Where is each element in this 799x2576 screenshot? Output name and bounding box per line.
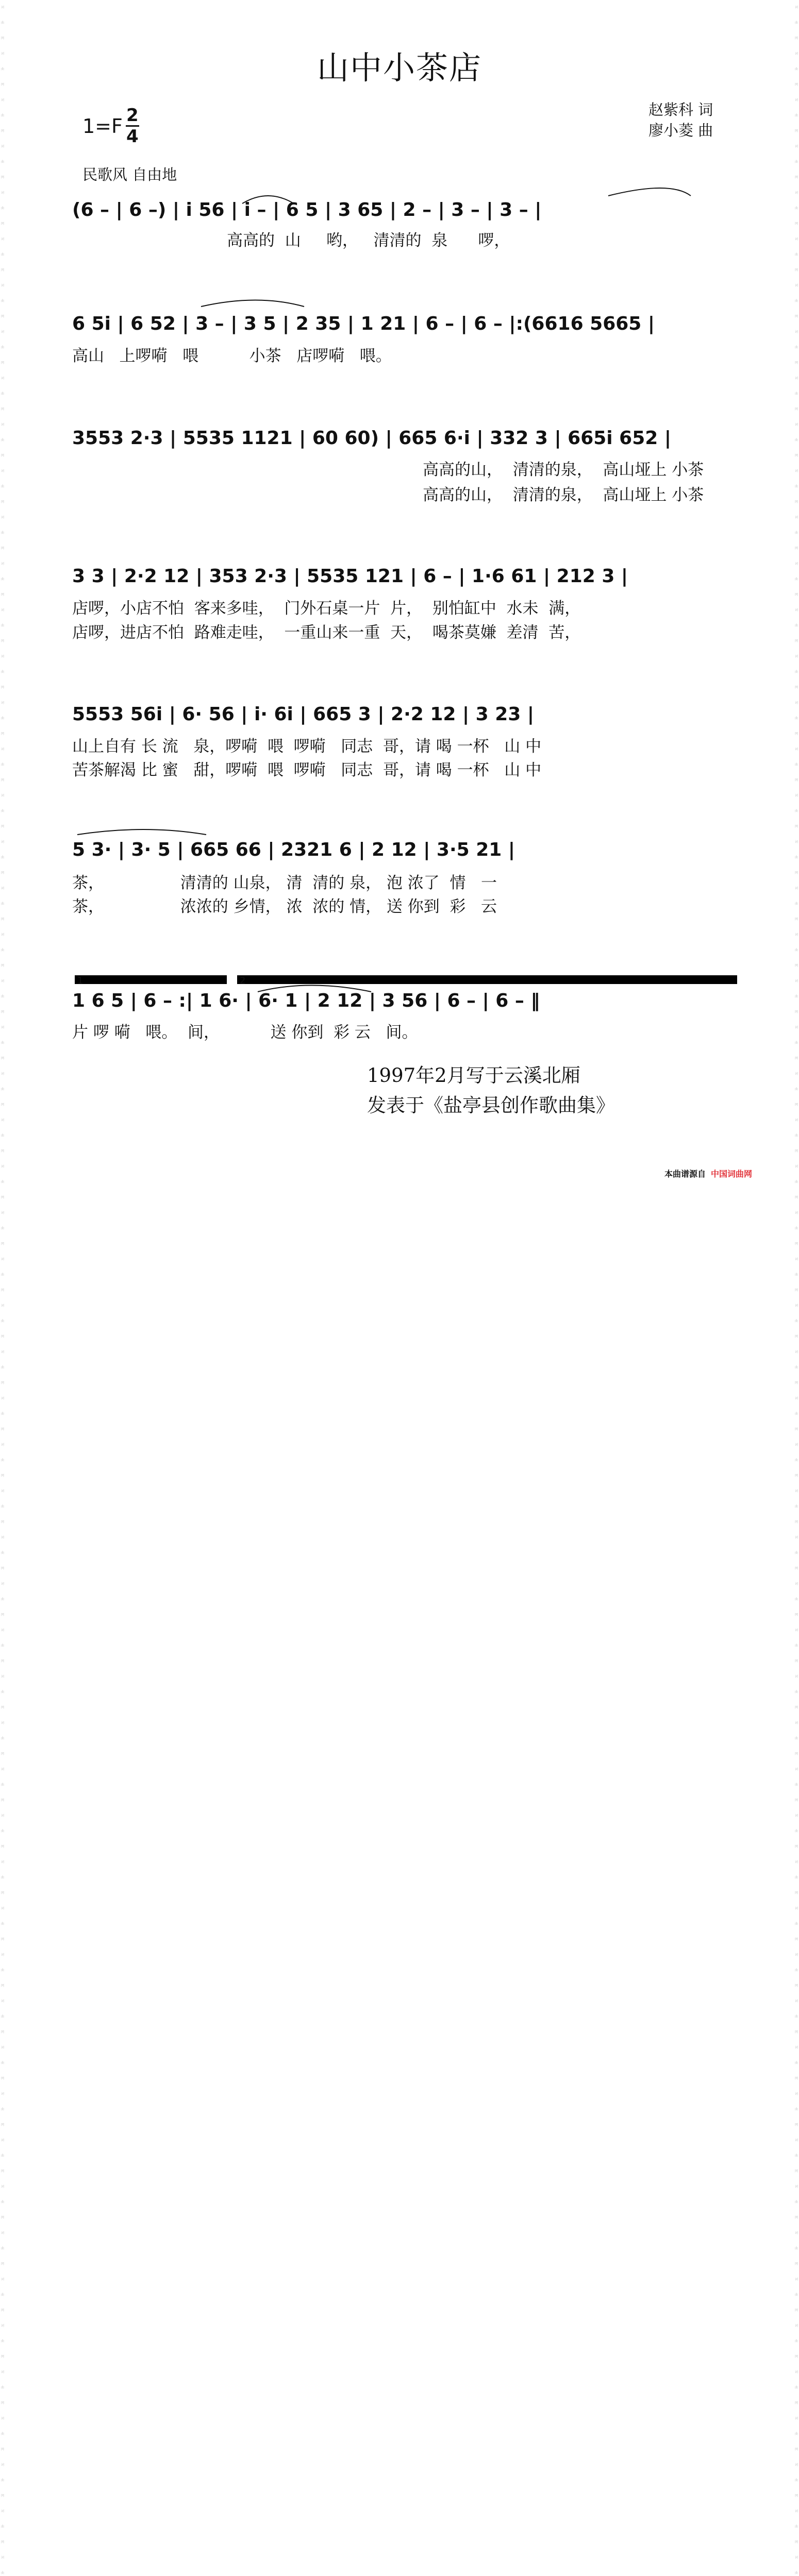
composition-note: 1997年2月写于云溪北厢 [367, 1064, 580, 1087]
lyric-line: 片 啰 嗬 喂。 间， 送 你到 彩 云 间。 [72, 1023, 418, 1042]
lyric-line-verse-1: 茶， 清清的 山泉， 清 清的 泉， 泡 浓了 情 一 [72, 874, 497, 892]
slur [201, 300, 304, 307]
lyric-line: 高高的 山 哟， 清清的 泉 啰， [227, 231, 510, 250]
lyric-line-verse-1: 高高的山， 清清的泉， 高山垭上 小茶 [423, 461, 704, 479]
notation-line: 3 3 | 2·2 12 | 353 2·3 | 5535 121 | 6 – | 1·6 61 | 212 3 | [72, 566, 628, 587]
notation-line: 1 6 5 | 6 – :| 1 6· | 6· 1 | 2 12 | 3 56 | 6 – | 6 – ‖ [72, 990, 540, 1011]
publication-note: 发表于《盐亭县创作歌曲集》 [367, 1094, 615, 1116]
lyric-line-verse-2: 店啰，进店不怕 路难走哇， 一重山来一重 天， 喝茶莫嫌 差清 苦， [72, 623, 581, 642]
volta-2-label: 2 [240, 975, 246, 986]
left-watermark-strip: 词曲网 词曲网 词曲网 词曲网 词曲网 词曲网 词曲网 词曲网 词曲网 词曲网 词曲网 词曲网 词曲网 词曲网 词曲网 词曲网 词曲网 词曲网 词曲网 词曲网 词曲网 词曲网 词曲网 词曲网 词曲网 词曲网 词曲网 词曲网 词曲网 词曲网 词曲网 词曲网 词曲网 词曲网 词曲网 词曲网 词曲网 词曲网 词曲网 词曲网 词曲网 词曲网 词曲网 词曲网 词曲网 词曲网 词曲网 词曲网 词曲网 词曲网 词曲网 词曲网 词曲网 词曲网 词曲网 词曲 [1, 6, 4, 2575]
volta-1-label: 1 [77, 975, 84, 986]
notation-line: (6 – | 6 –) | i 56 | i – | 6 5 | 3 65 | 2 – | 3 – | 3 – | [72, 199, 542, 221]
composer-credit: 廖小菱 曲 [648, 122, 713, 139]
lyricist-credit: 赵紫科 词 [648, 101, 713, 118]
source-site-link[interactable]: 中国词曲网 [711, 1169, 753, 1179]
lyric-line-verse-2: 苦茶解渴 比 蜜 甜，啰嗬 喂 啰嗬 同志 哥，请 喝 一杯 山 中 [72, 761, 542, 779]
slur [608, 188, 691, 196]
slur [77, 829, 206, 835]
source-attribution [664, 1167, 752, 1179]
right-watermark-strip: 词曲网 词曲网 词曲网 词曲网 词曲网 词曲网 词曲网 词曲网 词曲网 词曲网 词曲网 词曲网 词曲网 词曲网 词曲网 词曲网 词曲网 词曲网 词曲网 词曲网 词曲网 词曲网 词曲网 词曲网 词曲网 词曲网 词曲网 词曲网 词曲网 词曲网 词曲网 词曲网 词曲网 词曲网 词曲网 词曲网 词曲网 词曲网 词曲网 词曲网 词曲网 词曲网 词曲网 词曲网 词曲网 词曲网 词曲网 词曲网 词曲网 词曲网 词曲网 词曲网 词曲网 词曲网 词曲网 词曲 [794, 6, 798, 2575]
lyric-line-verse-2: 高高的山， 清清的泉， 高山垭上 小茶 [423, 486, 704, 504]
lyric-line-verse-1: 店啰，小店不怕 客来多哇， 门外石桌一片 片， 别怕缸中 水未 满， [72, 599, 581, 618]
key-prefix: 1=F [82, 114, 123, 138]
slur [242, 196, 294, 204]
notation-line: 5 3· | 3· 5 | 665 66 | 2321 6 | 2 12 | 3·5 21 | [72, 839, 515, 860]
lyric-line-verse-2: 茶， 浓浓的 乡情， 浓 浓的 情， 送 你到 彩 云 [72, 897, 497, 916]
notation-line: 3553 2·3 | 5535 1121 | 60 60) | 665 6·i | 332 3 | 665i 652 | [72, 428, 672, 449]
volta-bracket-1 [75, 975, 227, 984]
time-denominator: 4 [126, 126, 139, 147]
score-system-7 [72, 989, 742, 1013]
lyric-line: 高山 上啰嗬 喂 小茶 店啰嗬 喂。 [72, 347, 392, 365]
page-title: 山中小茶店 [317, 49, 482, 87]
tempo-marking: 民歌风 自由地 [82, 166, 177, 183]
notation-line: 5553 56i | 6· 56 | i· 6i | 665 3 | 2·2 12 | 3 23 | [72, 704, 535, 725]
source-prefix: 本曲谱源自 [664, 1169, 706, 1179]
time-numerator: 2 [126, 105, 139, 126]
volta-bracket-2 [237, 975, 737, 984]
lyric-line-verse-1: 山上自有 长 流 泉，啰嗬 喂 啰嗬 同志 哥，请 喝 一杯 山 中 [72, 737, 542, 756]
notation-line: 6 5i | 6 52 | 3 – | 3 5 | 2 35 | 1 21 | 6 – | 6 – |:(6616 5665 | [72, 313, 655, 334]
